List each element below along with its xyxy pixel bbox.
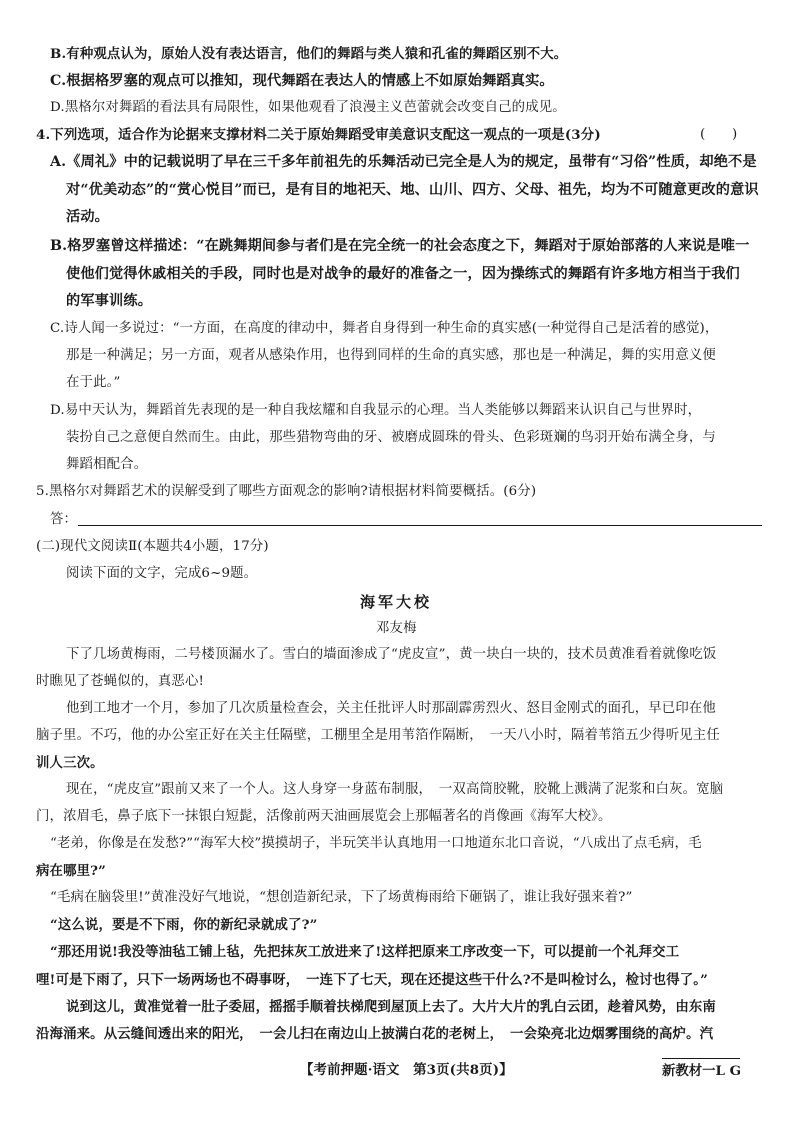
q5-answer-label: 答： xyxy=(50,512,78,527)
q3-option-b: B.有种观点认为，原始人没有表达语言，他们的舞蹈与类人猿和孔雀的舞蹈区别不大。 xyxy=(50,46,568,62)
story-line-15: 沿海涌来。从云缝间透出来的阳光， 一会儿扫在南边山上披满白花的老树上， 一会染亮北边烟雾围绕的高炉。汽 xyxy=(36,1026,714,1042)
q4-option-a-line1: A.《周礼》中的记载说明了早在三千多年前祖先的乐舞活动已完全是人为的规定，虽带有“习俗”性质，却绝不是 xyxy=(50,154,757,170)
story-line-11: “这么说，要是不下雨，你的新纪录就成了?” xyxy=(50,917,318,933)
story-line-9: 病在哪里?” xyxy=(36,863,107,879)
q4-option-d-line1: D.易中天认为，舞蹈首先表现的是一种自我炫耀和自我显示的心理。当人类能够以舞蹈来认识自己与世界时， xyxy=(50,403,702,418)
story-line-6: 现在，“虎皮宣”跟前又来了一个人。这人身穿一身蓝布制服， 一双高筒胶靴，胶靴上溅满了泥浆和白灰。宽脑 xyxy=(66,782,724,797)
story-line-12: “那还用说!我没等油毡工铺上毡，先把抹灰工放进来了!这样把原来工序改变一下，可以提前一个礼拜交工 xyxy=(50,944,680,960)
story-line-8: “老弟，你像是在发愁?”“海军大校”摸摸胡子，半玩笑半认真地用一口地道东北口音说，“八成出了点毛病，毛 xyxy=(50,836,702,851)
story-line-3: 他到工地才一个月，参加了几次质量检查会，关主任批评人时那副霹雳烈火、怒目金刚式的面孔，早已印在他 xyxy=(66,701,716,716)
story-author: 邓友梅 xyxy=(376,621,417,636)
page-footer: 【考前押题·语文 第3页(共8页)】 xyxy=(300,1062,513,1078)
q3-option-d: D.黑格尔对舞蹈的看法具有局限性，如果他观看了浪漫主义芭蕾就会改变自己的成见。 xyxy=(50,100,566,115)
story-line-7: 门，浓眉毛，鼻子底下一抹银白短髭，活像前两天油画展览会上那幅著名的肖像画《海军大校》。 xyxy=(36,809,612,824)
section2-heading: (二)现代文阅读Ⅱ(本题共4小题，17分) xyxy=(36,539,269,554)
q4-option-c-line3: 在于此。” xyxy=(66,375,121,390)
q4-option-a-line2: 对“优美动态”的“赏心悦目”而已，是有目的地祀天、地、山川、四方、父母、祖先，均为不可随意更改的意识 xyxy=(66,182,759,198)
q4-option-b-line1: B.格罗塞曾这样描述：“在跳舞期间参与者们是在完全统一的社会态度之下，舞蹈对于原始部落的人来说是唯一 xyxy=(50,238,750,254)
footer-edition-code: 新教材一L G xyxy=(662,1063,742,1079)
story-line-4: 脑子里。不巧，他的办公室正好在关主任隔壁，工棚里全是用苇箔作隔断， 一天八小时，隔着苇箔五少得听见主任 xyxy=(36,728,720,743)
q4-answer-paren: ( ) xyxy=(700,127,738,142)
story-line-5: 训人三次。 xyxy=(36,755,104,771)
q4-option-d-line2: 装扮自己之意便自然而生。由此，那些猎物弯曲的牙、被磨成圆珠的骨头、色彩斑斓的鸟羽开始布满全身，与 xyxy=(66,430,716,445)
story-line-1: 下了几场黄梅雨，二号楼顶漏水了。雪白的墙面渗成了“虎皮宣”，黄一块白一块的，技术员黄准看着就像吃饭 xyxy=(66,647,717,662)
q4-option-c-line1: C.诗人闻一多说过：“一方面，在高度的律动中，舞者自身得到一种生命的真实感(一种觉得自己是活着的感觉)， xyxy=(50,321,719,336)
q4-option-c-line2: 那是一种满足；另一方面，观者从感染作用，也得到同样的生命的真实感，那也是一种满足，舞的实用意义便 xyxy=(66,348,716,363)
story-line-13: 哩!可是下雨了，只下一场两场也不碍事呀， 一连下了七天，现在还提这些干什么?不是叫检讨么，检讨也得了。” xyxy=(36,972,708,988)
q4-option-b-line3: 的军事训练。 xyxy=(66,293,153,309)
section2-instruction: 阅读下面的文字，完成6~9题。 xyxy=(66,566,258,581)
q4-option-b-line2: 使他们觉得休戚相关的手段，同时也是对战争的最好的准备之一，因为操练式的舞蹈有许多地方相当于我们 xyxy=(66,266,740,282)
story-title: 海军大校 xyxy=(360,593,433,611)
story-line-2: 时瞧见了苍蝇似的，真恶心! xyxy=(36,674,205,689)
q3-option-c: C.根据格罗塞的观点可以推知，现代舞蹈在表达人的情感上不如原始舞蹈真实。 xyxy=(50,73,554,89)
story-line-14: 说到这儿，黄准觉着一肚子委屈，摇摇手顺着扶梯爬到屋顶上去了。大片大片的乳白云团，趁着风势，由东南 xyxy=(66,999,716,1015)
q5-answer-line[interactable] xyxy=(78,525,762,526)
story-line-10: “毛病在脑袋里!”黄准没好气地说，“想创造新纪录，下了场黄梅雨给下砸锅了，谁让我好强来着?” xyxy=(50,890,633,905)
q5-stem: 5.黑格尔对舞蹈艺术的误解受到了哪些方面观念的影响?请根据材料简要概括。(6分) xyxy=(36,484,537,499)
footer-rule xyxy=(662,1058,740,1059)
q4-stem: 4.下列选项，适合作为论据来支撑材料二关于原始舞蹈受审美意识支配这一观点的一项是(3分) xyxy=(36,127,601,143)
q4-option-d-line3: 舞蹈相配合。 xyxy=(66,457,148,472)
q4-option-a-line3: 活动。 xyxy=(66,209,110,225)
